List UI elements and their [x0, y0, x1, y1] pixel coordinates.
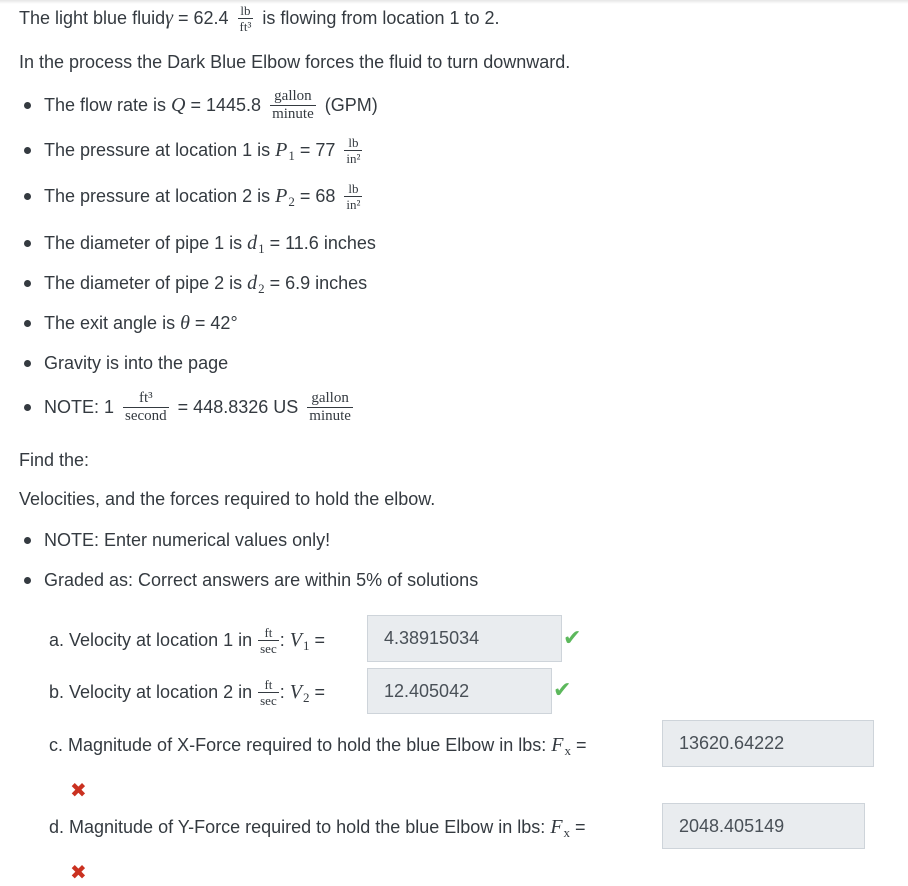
- p2-label: The pressure at location 2 is: [44, 185, 276, 206]
- flow-unit-den: minute: [272, 105, 314, 122]
- note-pre: NOTE: 1: [44, 396, 120, 417]
- p2-symbol: [275, 185, 295, 208]
- question-c-text: c. Magnitude of X-Force required to hold the blue Elbow in lbs:: [49, 734, 552, 755]
- list-item-pressure-2: [24, 178, 366, 214]
- question-a-equals: =: [309, 629, 330, 650]
- question-b-unit-den: sec: [260, 692, 277, 708]
- cross-icon: ✖: [70, 780, 87, 802]
- bullet-icon: [24, 193, 31, 200]
- question-d-symbol: [550, 816, 570, 839]
- d2-sub: 2: [258, 280, 265, 296]
- question-a-unit: [258, 626, 279, 655]
- answer-d-input[interactable]: [662, 803, 865, 849]
- question-d-sub: x: [563, 824, 571, 840]
- gamma-value: = 62.4: [172, 8, 234, 28]
- note-unit-1-den: second: [125, 407, 167, 424]
- flow-symbol: Q: [171, 93, 186, 116]
- intro-text-pre: The light blue fluid: [19, 8, 166, 28]
- gamma-unit-den: ft³: [239, 19, 252, 34]
- question-b-sub: 2: [302, 689, 310, 705]
- answer-a-value: 4.38915034: [384, 628, 480, 648]
- bullet-icon: [24, 404, 31, 411]
- flow-post: (GPM): [319, 94, 378, 115]
- find-description: Velocities, and the forces required to hold the elbow.: [19, 489, 436, 509]
- note-unit-1: [123, 391, 169, 424]
- d1-sym: d: [247, 231, 258, 254]
- answer-a-input[interactable]: [367, 615, 562, 662]
- p1-sym: P: [275, 138, 288, 161]
- d1-symbol: [247, 232, 265, 255]
- question-c-sub: x: [564, 742, 571, 758]
- note-graded-text: Graded as: Correct answers are within 5% of solutions: [44, 569, 479, 590]
- list-item-flow-rate: [24, 88, 378, 122]
- check-icon: ✔: [553, 677, 572, 702]
- list-item-gravity: [24, 349, 228, 377]
- cross-icon: ✖: [70, 862, 87, 884]
- p2-value: = 68: [294, 185, 341, 206]
- p1-label: The pressure at location 1 is: [44, 139, 276, 160]
- bullet-icon: [24, 102, 31, 109]
- question-a-sym: V: [289, 628, 302, 651]
- question-b-colon: :: [279, 681, 290, 702]
- p1-symbol: [275, 139, 295, 162]
- question-c-equals: =: [571, 734, 592, 755]
- intro-line-1: [19, 4, 500, 33]
- answer-c-value: 13620.64222: [679, 733, 785, 753]
- question-a-unit-num: ft: [264, 624, 273, 640]
- intro-text-post: is flowing from location 1 to 2.: [257, 8, 500, 28]
- answer-d-value: 2048.405149: [679, 815, 785, 836]
- list-item-note-graded: [24, 566, 478, 594]
- gamma-unit: [238, 4, 254, 33]
- answer-c-input[interactable]: [662, 720, 874, 767]
- question-b-text: b. Velocity at location 2 in: [49, 681, 258, 702]
- d1-sub: 1: [258, 240, 265, 256]
- question-d-label: [49, 810, 591, 844]
- question-d-equals: =: [570, 816, 591, 837]
- p2-unit: [344, 182, 362, 211]
- d1-value: = 11.6 inches: [264, 232, 376, 253]
- question-c-symbol: [551, 734, 571, 757]
- p2-sub: 2: [288, 193, 295, 209]
- p2-sym: P: [275, 184, 288, 207]
- question-c-label: [49, 728, 592, 762]
- p1-value: = 77: [294, 139, 341, 160]
- question-a-text: a. Velocity at location 1 in: [49, 629, 258, 650]
- p1-unit: [344, 136, 362, 165]
- gamma-symbol: γ: [165, 7, 173, 29]
- question-b-unit-num: ft: [264, 676, 273, 692]
- question-a-symbol: [290, 629, 310, 652]
- bullet-icon: [24, 147, 31, 154]
- list-item-pressure-1: [24, 132, 366, 168]
- note-mid: = 448.8326 US: [172, 396, 304, 417]
- question-d-sym: F: [550, 815, 563, 838]
- flow-unit: [270, 89, 316, 122]
- angle-symbol: θ: [180, 311, 190, 334]
- note-numerical-text: NOTE: Enter numerical values only!: [44, 529, 331, 550]
- p2-unit-den: in²: [346, 196, 361, 212]
- d1-label: The diameter of pipe 1 is: [44, 232, 248, 253]
- list-item-exit-angle: [24, 309, 238, 337]
- answer-b-value: 12.405042: [384, 680, 470, 701]
- flow-value: = 1445.8: [185, 94, 267, 115]
- d2-symbol: [247, 272, 265, 295]
- list-item-diameter-1: [24, 229, 376, 257]
- bullet-icon: [24, 360, 31, 367]
- answer-b-input[interactable]: [367, 668, 552, 714]
- angle-label: The exit angle is: [44, 312, 181, 333]
- d2-sym: d: [247, 271, 258, 294]
- gamma-unit-num: lb: [240, 3, 251, 18]
- note-unit-2-num: gallon: [311, 389, 349, 406]
- question-b-sym: V: [289, 680, 302, 703]
- find-label: Find the:: [19, 450, 90, 470]
- list-item-note-numerical: [24, 526, 330, 554]
- p1-sub: 1: [288, 147, 295, 163]
- note-unit-2-den: minute: [309, 407, 351, 424]
- question-b-label: [49, 674, 330, 710]
- check-icon: ✔: [563, 625, 582, 650]
- p1-unit-den: in²: [346, 150, 361, 166]
- bullet-icon: [24, 577, 31, 584]
- question-b-unit: [258, 678, 279, 707]
- question-a-sub: 1: [302, 637, 310, 653]
- list-item-diameter-2: [24, 269, 367, 297]
- question-a-unit-den: sec: [260, 640, 277, 656]
- bullet-icon: [24, 240, 31, 247]
- question-d-text: d. Magnitude of Y-Force required to hold the blue Elbow in lbs:: [49, 816, 551, 837]
- question-a-colon: :: [279, 629, 290, 650]
- question-c-sym: F: [551, 733, 564, 756]
- d2-label: The diameter of pipe 2 is: [44, 272, 248, 293]
- angle-value: = 42°: [189, 312, 238, 333]
- list-item-conversion-note: [24, 388, 357, 426]
- question-b-symbol: [290, 681, 310, 704]
- bullet-icon: [24, 320, 31, 327]
- note-unit-2: [307, 391, 353, 424]
- d2-value: = 6.9 inches: [264, 272, 368, 293]
- flow-rate-label: The flow rate is: [44, 94, 172, 115]
- bullet-icon: [24, 280, 31, 287]
- question-a-label: [49, 622, 330, 658]
- intro-line-2: In the process the Dark Blue Elbow forces the fluid to turn downward.: [19, 52, 571, 72]
- p2-unit-num: lb: [348, 180, 359, 196]
- flow-unit-num: gallon: [274, 87, 312, 104]
- note-unit-1-num: ft³: [139, 389, 153, 406]
- question-b-equals: =: [309, 681, 330, 702]
- bullet-icon: [24, 537, 31, 544]
- p1-unit-num: lb: [348, 134, 359, 150]
- gravity-text: Gravity is into the page: [44, 352, 229, 373]
